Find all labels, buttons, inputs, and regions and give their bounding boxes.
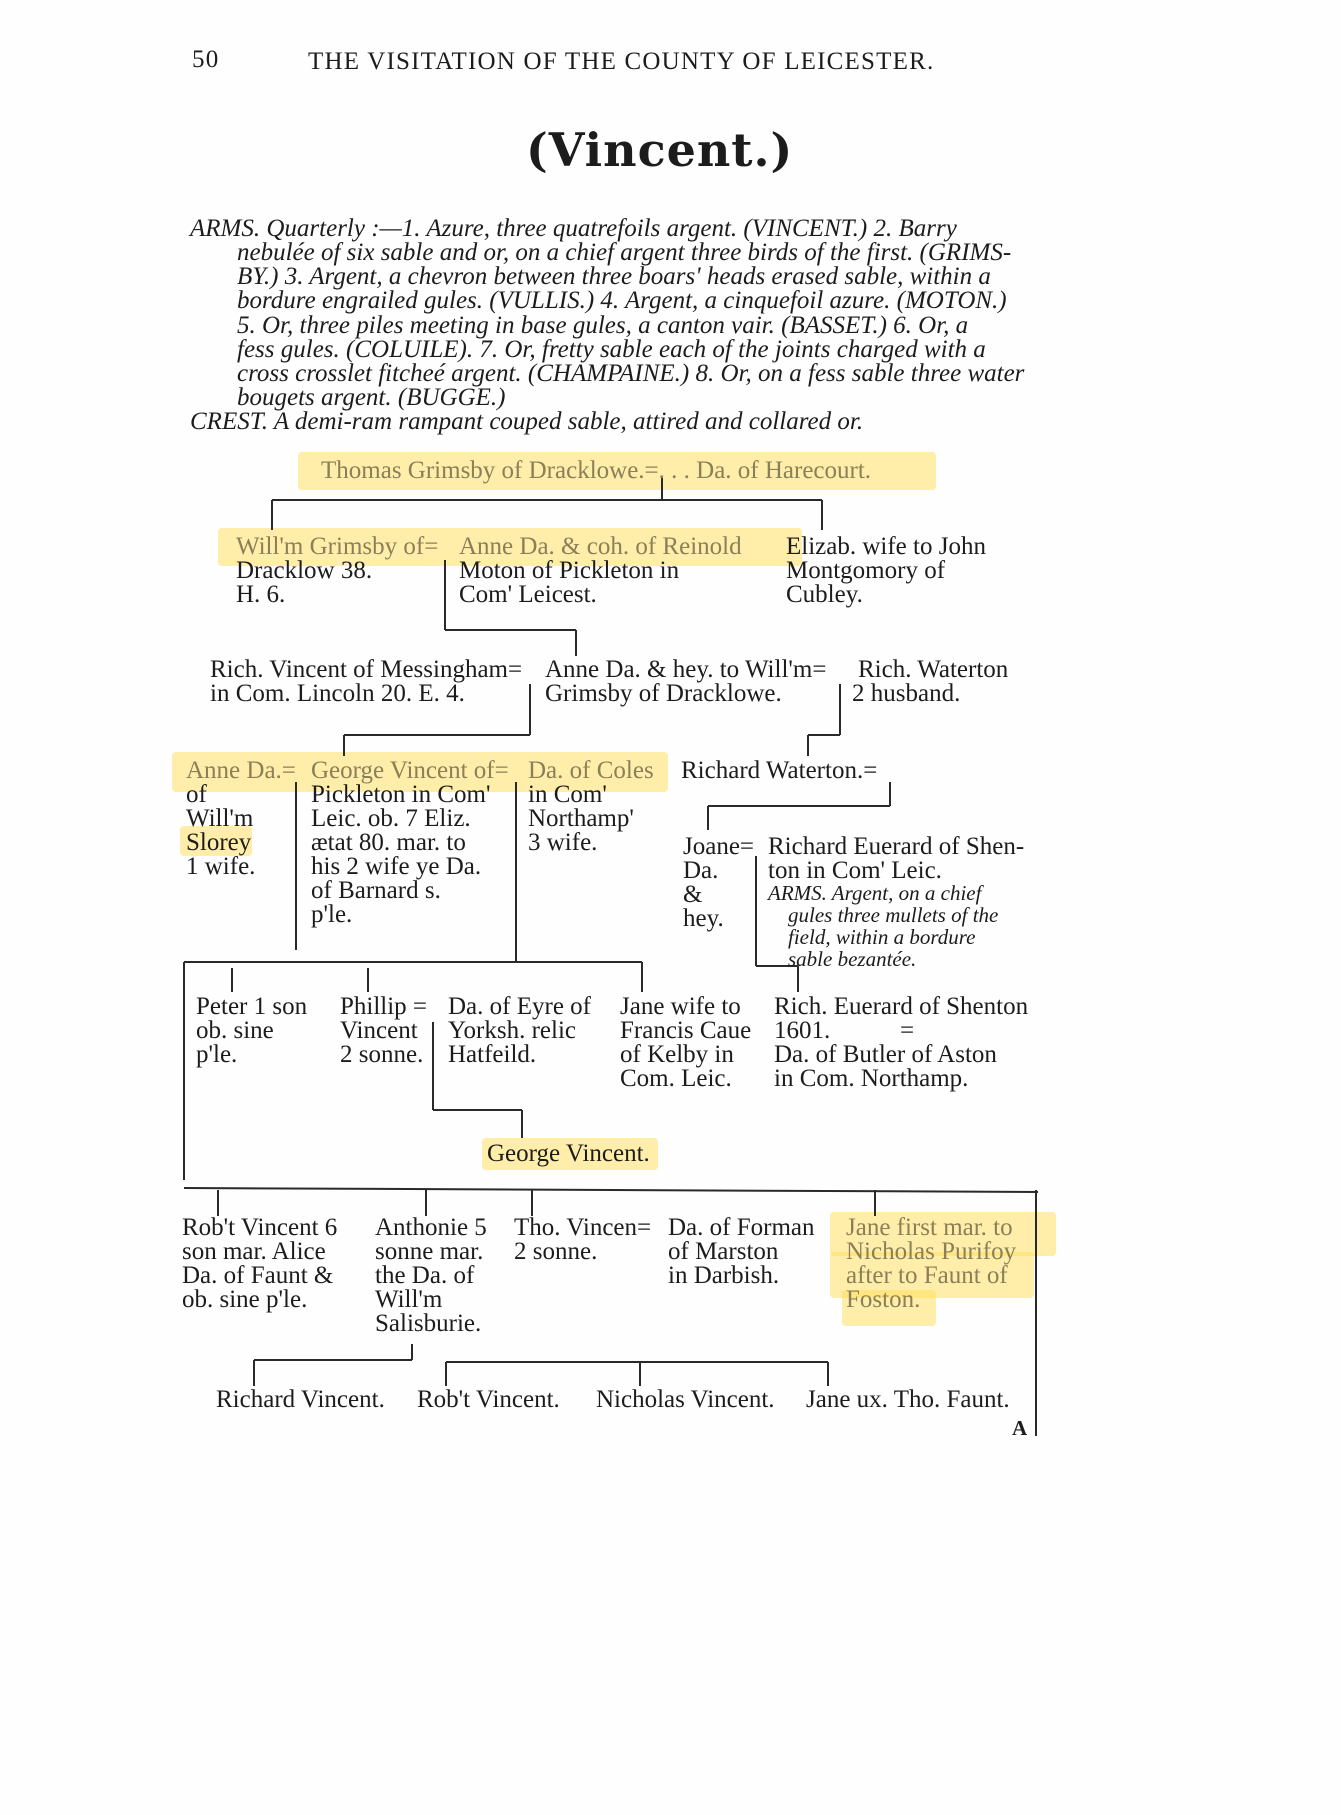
tho-vincent-line-2: 2 sonne. — [514, 1238, 598, 1265]
george-vincent-line-6: of Barnard s. — [311, 877, 441, 904]
page-number: 50 — [192, 46, 220, 73]
jane-purifoy-line-3: after to Faunt of — [846, 1262, 1008, 1289]
jane-caue-line-1: Jane wife to — [620, 993, 741, 1020]
peter-line-3: p'le. — [196, 1041, 238, 1068]
coles-line-2: in Com' — [528, 781, 607, 808]
jane-purifoy-line-2: Nicholas Purifoy — [846, 1238, 1017, 1265]
george-vincent-line-4: ætat 80. mar. to — [311, 829, 466, 856]
jane-faunt-entry: Jane ux. Tho. Faunt. — [806, 1386, 1010, 1413]
anne-grimsby-line-2: Grimsby of Dracklowe. — [545, 680, 782, 707]
anne-slorey-line-2: of — [186, 781, 207, 808]
elizab-line-2: Montgomory of — [786, 557, 946, 584]
george-vincent-line-7: p'le. — [311, 901, 353, 928]
coles-name: Da. of Coles — [528, 757, 654, 784]
eyre-line-3: Hatfeild. — [448, 1041, 537, 1068]
phillip-line-1: Phillip = — [340, 993, 428, 1020]
euerard-arms-line-4: sable bezantée. — [788, 947, 917, 971]
jane-caue-line-4: Com. Leic. — [620, 1065, 732, 1092]
phillip-line-2: Vincent — [340, 1017, 418, 1044]
anthonie-line-5: Salisburie. — [375, 1310, 482, 1337]
robt-vincent-entry: Rob't Vincent. — [417, 1386, 560, 1413]
eyre-line-2: Yorksh. relic — [448, 1017, 577, 1044]
rich-waterton-line-1: Rich. Waterton — [858, 656, 1009, 683]
robt-vincent-line-4: ob. sine p'le. — [182, 1286, 308, 1313]
richard-vincent-entry: Richard Vincent. — [216, 1386, 385, 1413]
george-vincent-line-5: his 2 wife ye Da. — [311, 853, 482, 880]
arms-line-8: bougets argent. (BUGGE.) — [237, 384, 506, 411]
richard-waterton-entry: Richard Waterton.= — [681, 757, 878, 784]
elizab-line-1: Elizab. wife to John — [786, 533, 986, 560]
george-vincent-name: George Vincent of= — [311, 757, 509, 784]
signature-mark: A — [1012, 1416, 1028, 1440]
george-vincent-line-2: Pickleton in Com' — [311, 781, 491, 808]
euerard-line-2: ton in Com' Leic. — [768, 857, 942, 884]
thomas-grimsby-entry: Thomas Grimsby of Dracklowe.=. . . Da. of Harecourt. — [321, 457, 872, 484]
william-grimsby-name: Will'm Grimsby of= — [236, 533, 439, 560]
euerard-arms-line-2: gules three mullets of the — [788, 903, 999, 927]
anne-moton-line-2: Moton of Pickleton in — [459, 557, 680, 584]
family-title: (Vincent.) — [526, 123, 794, 177]
arms-line-2: nebulée of six sable and or, on a chief argent three birds of the first. (GRIMS- — [237, 239, 1012, 266]
euerard-line-1: Richard Euerard of Shen- — [768, 833, 1025, 860]
robt-vincent-line-1: Rob't Vincent 6 — [182, 1214, 338, 1241]
peter-line-1: Peter 1 son — [196, 993, 308, 1020]
eyre-line-1: Da. of Eyre of — [448, 993, 591, 1020]
joane-line-3: & — [683, 881, 703, 908]
arms-line-1: ARMS. Quarterly :—1. Azure, three quatrefoils argent. (VINCENT.) 2. Barry — [190, 215, 957, 242]
forman-line-2: of Marston — [668, 1238, 779, 1265]
robt-vincent-line-2: son mar. Alice — [182, 1238, 326, 1265]
anthonie-line-1: Anthonie 5 — [375, 1214, 487, 1241]
running-title: THE VISITATION OF THE COUNTY OF LEICESTER. — [308, 48, 935, 75]
euerard-arms-line-1: ARMS. Argent, on a chief — [768, 881, 982, 905]
tho-vincent-line-1: Tho. Vincen= — [514, 1214, 652, 1241]
joane-line-2: Da. — [683, 857, 719, 884]
anne-moton-line-3: Com' Leicest. — [459, 581, 597, 608]
anthonie-line-3: the Da. of — [375, 1262, 475, 1289]
anne-moton-name: Anne Da. & coh. of Reinold — [459, 533, 742, 560]
joane-line-4: hey. — [683, 905, 724, 932]
rich-waterton-line-2: 2 husband. — [852, 680, 961, 707]
arms-line-5: 5. Or, three piles meeting in base gules, a canton vair. (BASSET.) 6. Or, a — [237, 312, 969, 339]
robt-vincent-line-3: Da. of Faunt & — [182, 1262, 334, 1289]
coles-line-3: Northamp' — [528, 805, 634, 832]
arms-line-6: fess gules. (COLUILE). 7. Or, fretty sable each of the joints charged with a — [237, 336, 986, 363]
nicholas-vincent-entry: Nicholas Vincent. — [596, 1386, 775, 1413]
jane-purifoy-line-4: Foston. — [846, 1286, 921, 1313]
peter-line-2: ob. sine — [196, 1017, 274, 1044]
elizab-line-3: Cubley. — [786, 581, 863, 608]
rich-euerard-line-3: Da. of Butler of Aston — [774, 1041, 997, 1068]
rich-euerard-line-2: 1601. — [774, 1017, 831, 1044]
anthonie-line-4: Will'm — [375, 1286, 443, 1313]
jane-caue-line-2: Francis Caue — [620, 1017, 752, 1044]
coles-line-4: 3 wife. — [528, 829, 598, 856]
george-vincent-son: George Vincent. — [487, 1140, 650, 1167]
anne-grimsby-line-1: Anne Da. & hey. to Will'm= — [545, 656, 827, 683]
anne-slorey-line-5: 1 wife. — [186, 853, 256, 880]
rich-euerard-marriage: = — [900, 1017, 915, 1044]
euerard-arms-line-3: field, within a bordure — [788, 925, 976, 949]
william-grimsby-line-3: H. 6. — [236, 581, 286, 608]
forman-line-1: Da. of Forman — [668, 1214, 815, 1241]
arms-line-3: BY.) 3. Argent, a chevron between three boars' heads erased sable, within a — [237, 263, 991, 290]
william-grimsby-line-2: Dracklow 38. — [236, 557, 373, 584]
jane-caue-line-3: of Kelby in — [620, 1041, 734, 1068]
george-vincent-line-3: Leic. ob. 7 Eliz. — [311, 805, 471, 832]
jane-purifoy-line-1: Jane first mar. to — [846, 1214, 1013, 1241]
arms-line-7: cross crosslet fitcheé argent. (CHAMPAINE.) 8. Or, on a fess sable three water — [237, 360, 1025, 387]
rich-euerard-line-4: in Com. Northamp. — [774, 1065, 969, 1092]
anne-slorey-name: Anne Da.= — [186, 757, 296, 784]
phillip-line-3: 2 sonne. — [340, 1041, 424, 1068]
anne-slorey-line-4: Slorey — [186, 829, 252, 856]
forman-line-3: in Darbish. — [668, 1262, 780, 1289]
rich-euerard-line-1: Rich. Euerard of Shenton — [774, 993, 1029, 1020]
crest-line: CREST. A demi-ram rampant couped sable, attired and collared or. — [190, 408, 864, 435]
anne-slorey-line-3: Will'm — [186, 805, 254, 832]
rich-vincent-line-1: Rich. Vincent of Messingham= — [210, 656, 523, 683]
joane-line-1: Joane= — [683, 833, 755, 860]
rich-vincent-line-2: in Com. Lincoln 20. E. 4. — [210, 680, 465, 707]
arms-line-4: bordure engrailed gules. (VULLIS.) 4. Argent, a cinquefoil azure. (MOTON.) — [237, 287, 1007, 314]
anthonie-line-2: sonne mar. — [375, 1238, 484, 1265]
